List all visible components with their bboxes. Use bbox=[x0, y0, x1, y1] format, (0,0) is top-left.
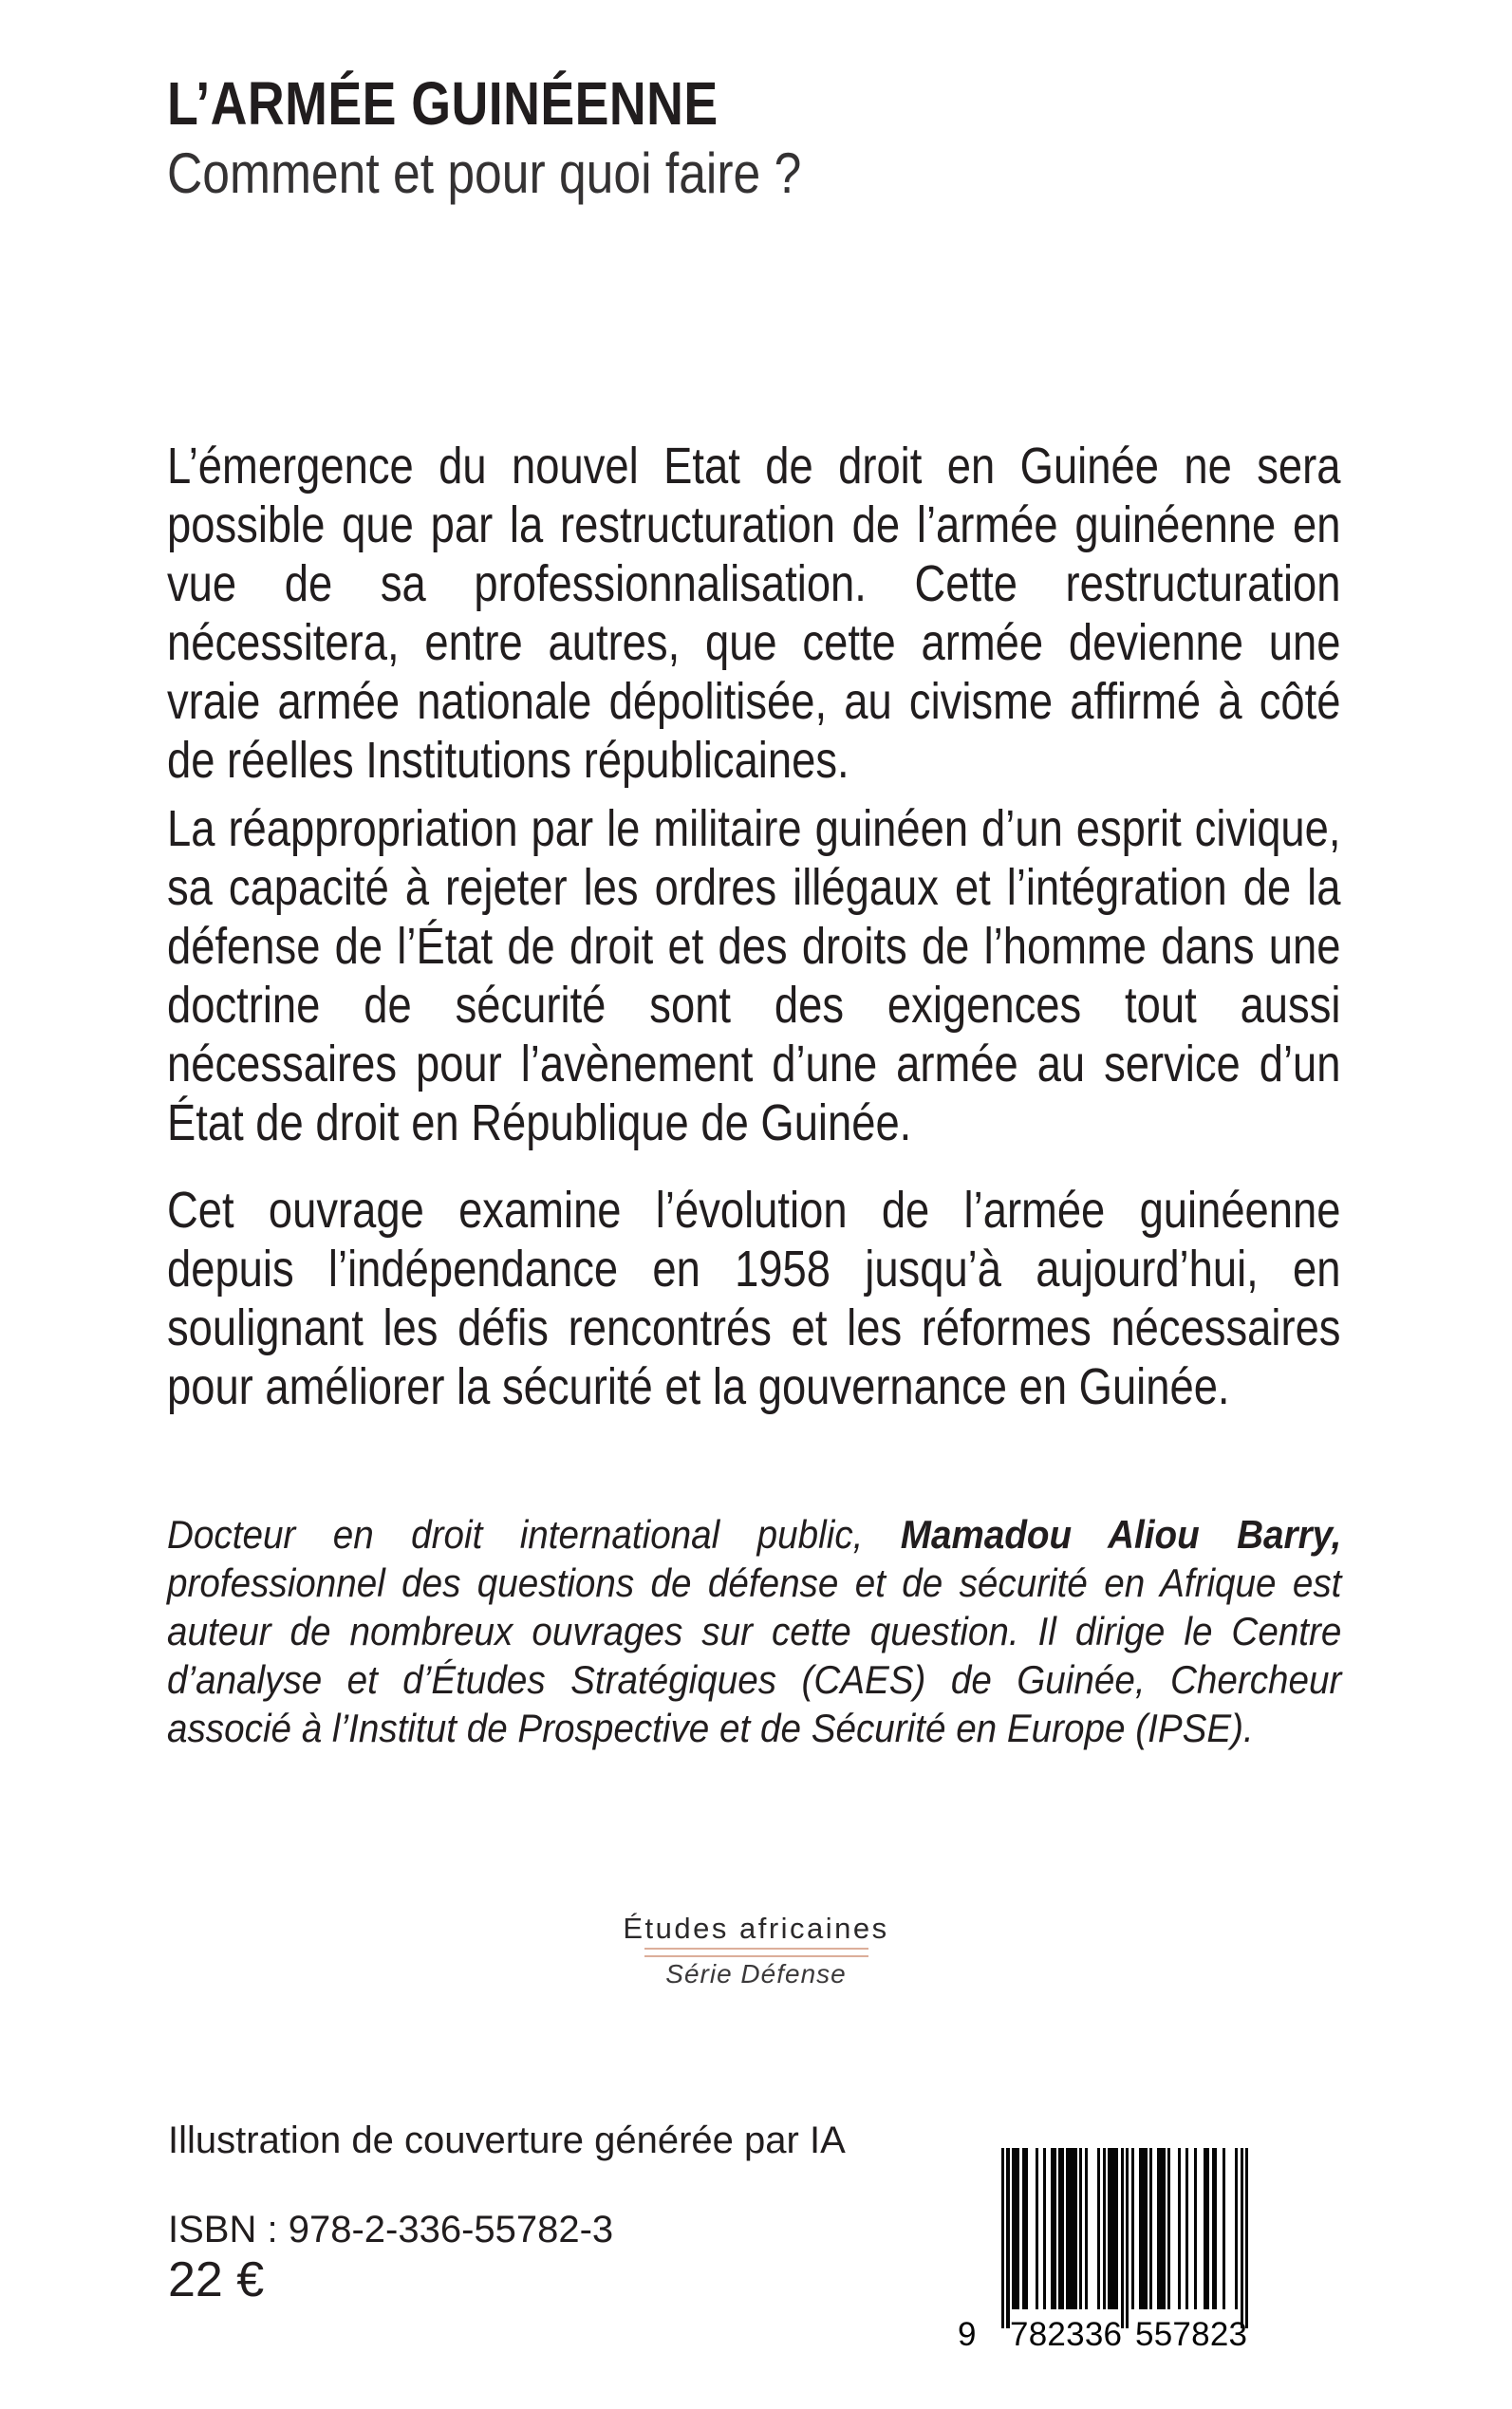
barcode-bar bbox=[1085, 2148, 1088, 2309]
price-text: 22 € bbox=[168, 2252, 265, 2307]
barcode-bar bbox=[1115, 2148, 1118, 2309]
barcode-digit: 6 bbox=[1103, 2316, 1122, 2353]
barcode-bar bbox=[1054, 2148, 1056, 2309]
barcode-bar bbox=[1167, 2148, 1170, 2309]
book-title: L’ARMÉE GUINÉENNE bbox=[167, 69, 719, 138]
barcode-bar bbox=[1163, 2148, 1166, 2309]
synopsis-paragraph-2: La réappropriation par le militaire guinéen d’un esprit civique, sa capacité à rejeter les ordres illégaux et l’intégration de la défense de l’État de droit et des droits de l’homme dans une doctrine de sécurité sont des exigences tout aussi nécessaires pour l’avènement d’une armée au service d’un État de droit en République de Guinée. bbox=[167, 800, 1341, 1151]
barcode-bar bbox=[1145, 2148, 1148, 2309]
barcode-digit: 2 bbox=[1047, 2316, 1066, 2353]
barcode-bar bbox=[1194, 2148, 1197, 2309]
barcode-digit: 3 bbox=[1084, 2316, 1104, 2353]
series-name: Série Défense bbox=[665, 1959, 847, 1989]
barcode-digit: 3 bbox=[1066, 2316, 1085, 2353]
barcode-bar bbox=[1223, 2148, 1225, 2309]
barcode-bar bbox=[1074, 2148, 1077, 2309]
barcode-bar bbox=[1126, 2148, 1129, 2328]
barcode-bar bbox=[1121, 2148, 1124, 2328]
barcode-bar bbox=[1001, 2148, 1004, 2328]
barcode-bar bbox=[1097, 2148, 1100, 2309]
barcode-bar bbox=[1103, 2148, 1106, 2309]
author-name: Mamadou Aliou Barry, bbox=[900, 1512, 1342, 1557]
barcode-digit: 5 bbox=[1153, 2316, 1173, 2353]
collection-name: Études africaines bbox=[623, 1912, 889, 1945]
barcode-digit: 8 bbox=[1191, 2316, 1210, 2353]
barcode-digit: 5 bbox=[1135, 2316, 1154, 2353]
barcode bbox=[958, 2148, 1248, 2353]
barcode-digit: 2 bbox=[1209, 2316, 1229, 2353]
book-subtitle: Comment et pour quoi faire ? bbox=[167, 141, 802, 205]
barcode-bars bbox=[1001, 2148, 1248, 2328]
barcode-bar bbox=[1149, 2148, 1152, 2309]
barcode-digit: 3 bbox=[1228, 2316, 1247, 2353]
author-bio-rest: professionnel des questions de défense et de sécurité en Afrique est auteur de nombreux ouvrages sur cette question. Il dirige le Centre d’analyse et d’Études Stratégiques (CAES) de Guinée, Chercheur associé à l’Institut de Prospective et de Sécurité en Europe (IPSE). bbox=[167, 1560, 1342, 1750]
isbn-text: ISBN : 978-2-336-55782-3 bbox=[168, 2209, 614, 2250]
barcode-bar bbox=[1214, 2148, 1217, 2309]
barcode-bar bbox=[1206, 2148, 1209, 2309]
illustration-credit: Illustration de couverture générée par IA bbox=[168, 2120, 846, 2161]
barcode-bar bbox=[1006, 2148, 1009, 2328]
collection-divider-rule bbox=[644, 1948, 868, 1957]
barcode-bar bbox=[1241, 2148, 1243, 2328]
barcode-bar bbox=[1131, 2148, 1134, 2309]
synopsis-paragraph-1: L’émergence du nouvel Etat de droit en Guinée ne sera possible que par la restructuration de l’armée guinéenne en vue de sa professionnalisation. Cette restructuration nécessitera, entre autres, que cette armée devienne une vraie armée nationale dépolitisée, au civisme affirmé à côté de réelles Institutions républicaines. bbox=[167, 438, 1341, 789]
barcode-bar bbox=[1178, 2148, 1181, 2309]
barcode-digits-left bbox=[1010, 2316, 1122, 2354]
barcode-bar bbox=[1036, 2148, 1038, 2309]
barcode-digit: 8 bbox=[1028, 2316, 1048, 2353]
author-bio bbox=[167, 1510, 1341, 1752]
barcode-bar bbox=[1025, 2148, 1028, 2309]
barcode-digit: 7 bbox=[1172, 2316, 1191, 2353]
synopsis-paragraph-3: Cet ouvrage examine l’évolution de l’armée guinéenne depuis l’indépendance en 1958 jusqu’à aujourd’hui, en soulignant les défis rencontrés et les réformes nécessaires pour améliorer la sécurité et la gouvernance en Guinée. bbox=[167, 1182, 1341, 1415]
author-bio-lead: Docteur en droit international public, bbox=[167, 1512, 901, 1557]
barcode-bar bbox=[1017, 2148, 1019, 2309]
barcode-digits-right bbox=[1135, 2316, 1247, 2354]
barcode-bar bbox=[1079, 2148, 1082, 2309]
barcode-bar bbox=[1185, 2148, 1188, 2309]
barcode-digit: 7 bbox=[1010, 2316, 1029, 2353]
barcode-bar bbox=[1061, 2148, 1064, 2309]
barcode-digit-first: 9 bbox=[958, 2316, 977, 2353]
barcode-bar bbox=[1245, 2148, 1248, 2328]
barcode-bar bbox=[1043, 2148, 1046, 2309]
barcode-bar bbox=[1235, 2148, 1238, 2309]
